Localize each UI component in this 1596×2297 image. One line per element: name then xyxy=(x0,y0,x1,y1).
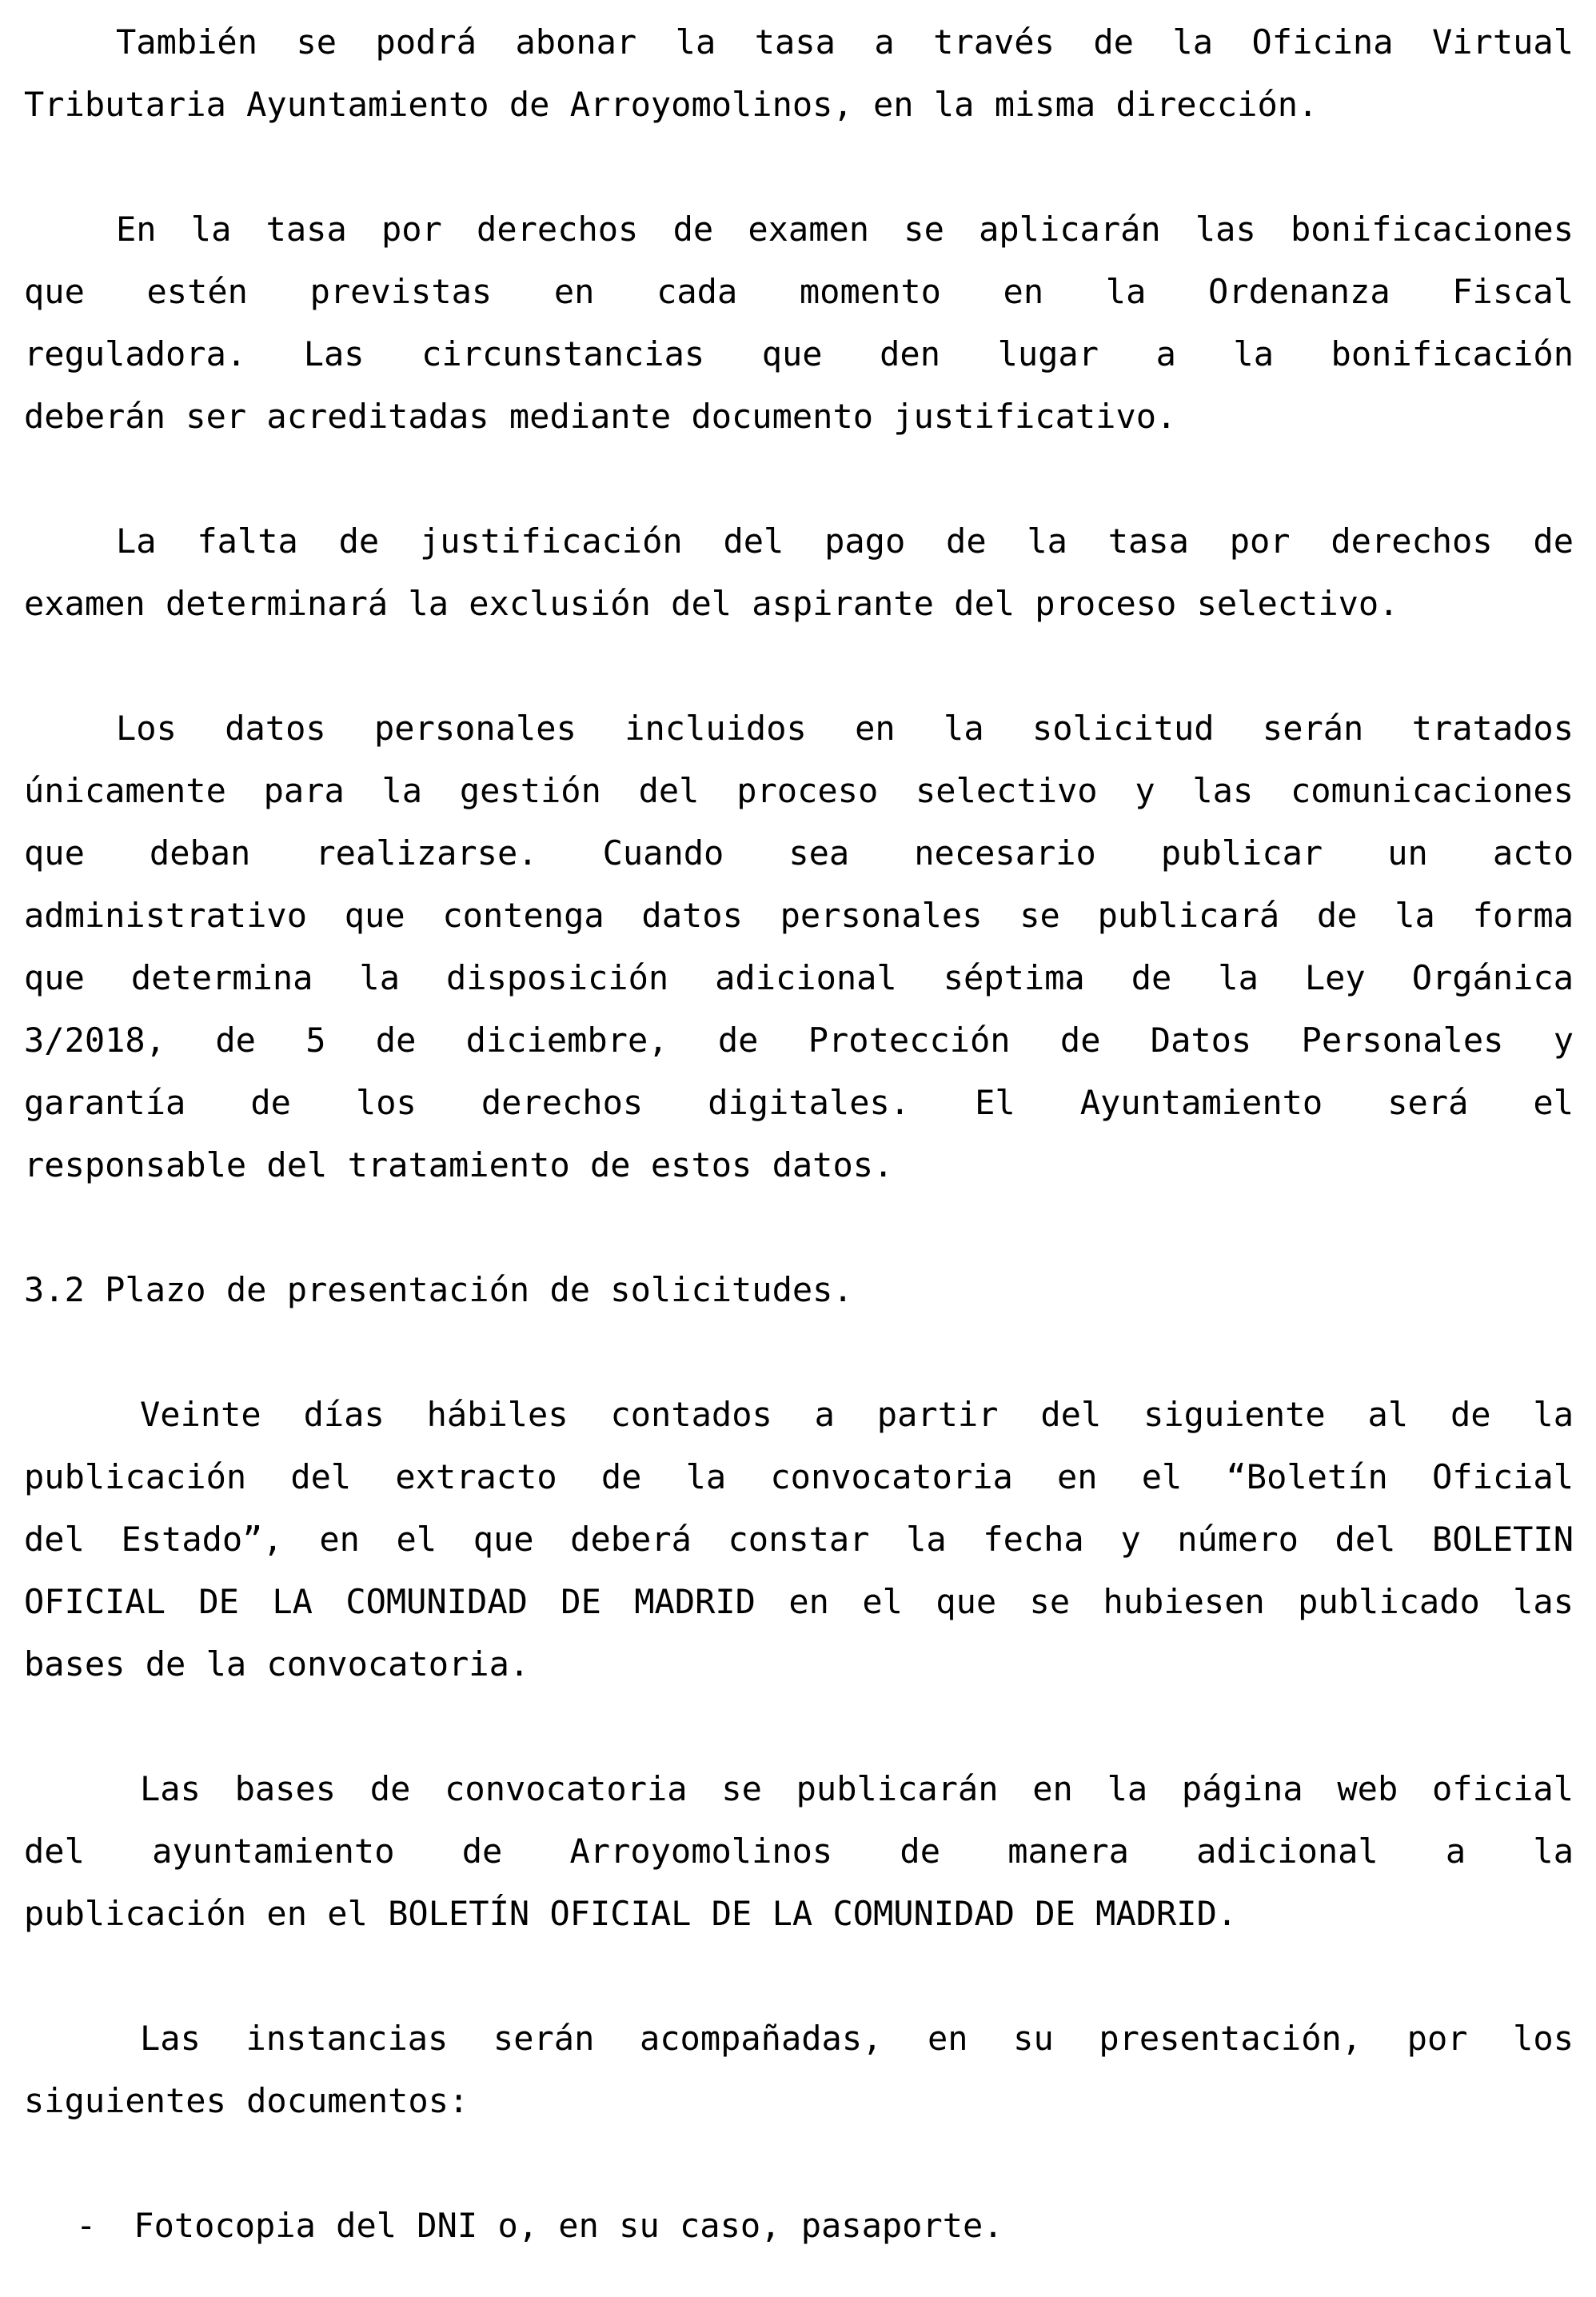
text-line: Las bases de convocatoria se publicarán en la página web oficial xyxy=(140,1769,1574,1808)
text-line: administrativo que contenga datos personales se publicará de la forma xyxy=(24,896,1574,935)
list-item-line xyxy=(24,2195,1574,2257)
para-bases-web xyxy=(24,1758,1574,1945)
para-instancias-documentos xyxy=(24,2007,1574,2132)
text-line: Tributaria Ayuntamiento de Arroyomolinos, en la misma dirección. xyxy=(24,85,1319,124)
text-line: responsable del tratamiento de estos datos. xyxy=(24,1145,894,1184)
text-line: que estén previstas en cada momento en la Ordenanza Fiscal xyxy=(24,272,1574,311)
section-heading-3-2 xyxy=(24,1259,1574,1321)
text-line: que deban realizarse. Cuando sea necesario publicar un acto xyxy=(24,833,1574,873)
text-line: examen determinará la exclusión del aspirante del proceso selectivo. xyxy=(24,584,1399,623)
text-line: bases de la convocatoria. xyxy=(24,1644,530,1684)
text-line: Los datos personales incluidos en la solicitud serán tratados xyxy=(116,709,1574,748)
text-line: Veinte días hábiles contados a partir del siguiente al de la xyxy=(140,1395,1574,1434)
para-plazo-veinte-dias xyxy=(24,1384,1574,1696)
list-bullet-marker: - xyxy=(76,2206,97,2245)
para-datos-personales xyxy=(24,697,1574,1196)
para-bonificaciones xyxy=(24,198,1574,448)
document-body xyxy=(24,11,1574,2257)
list-item-fotocopia-dni xyxy=(24,2195,1574,2257)
heading-text: 3.2 Plazo de presentación de solicitudes. xyxy=(24,1270,853,1309)
text-line: publicación en el BOLETÍN OFICIAL DE LA COMUNIDAD DE MADRID. xyxy=(24,1894,1238,1933)
text-line: En la tasa por derechos de examen se aplicarán las bonificaciones xyxy=(116,210,1574,249)
text-line: OFICIAL DE LA COMUNIDAD DE MADRID en el que se hubiesen publicado las xyxy=(24,1582,1574,1621)
text-line: Las instancias serán acompañadas, en su presentación, por los xyxy=(140,2019,1574,2058)
text-line: 3/2018, de 5 de diciembre, de Protección de Datos Personales y xyxy=(24,1021,1574,1060)
text-line: La falta de justificación del pago de la tasa por derechos de xyxy=(116,521,1574,561)
text-line: publicación del extracto de la convocatoria en el “Boletín Oficial xyxy=(24,1457,1574,1496)
text-line: garantía de los derechos digitales. El Ayuntamiento será el xyxy=(24,1083,1574,1122)
text-line: reguladora. Las circunstancias que den lugar a la bonificación xyxy=(24,334,1574,374)
text-line: que determina la disposición adicional séptima de la Ley Orgánica xyxy=(24,958,1574,997)
list-item-text: Fotocopia del DNI o, en su caso, pasaporte. xyxy=(134,2206,1003,2245)
text-line: siguientes documentos: xyxy=(24,2081,469,2120)
text-line: únicamente para la gestión del proceso selectivo y las comunicaciones xyxy=(24,771,1574,810)
text-line: del Estado”, en el que deberá constar la fecha y número del BOLETIN xyxy=(24,1520,1574,1559)
para-falta-justificacion xyxy=(24,510,1574,635)
text-line: deberán ser acreditadas mediante documento justificativo. xyxy=(24,397,1177,436)
text-line: También se podrá abonar la tasa a través de la Oficina Virtual xyxy=(116,22,1574,62)
text-line: del ayuntamiento de Arroyomolinos de manera adicional a la xyxy=(24,1832,1574,1871)
para-abono-tasa xyxy=(24,11,1574,136)
